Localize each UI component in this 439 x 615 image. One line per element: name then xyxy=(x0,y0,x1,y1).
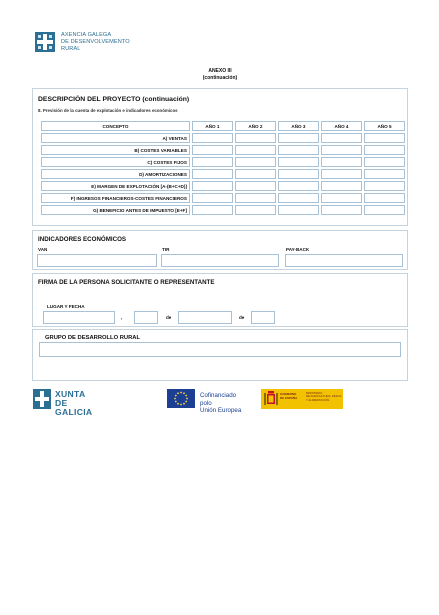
table-input-cell[interactable] xyxy=(192,145,233,155)
table-header-row xyxy=(41,121,405,131)
table-input-cell[interactable] xyxy=(278,169,319,179)
table-input-cell[interactable] xyxy=(321,193,362,203)
table-row xyxy=(41,133,405,143)
project-title: DESCRIPCIÓN DEL PROYECTO (continuación) xyxy=(38,96,190,103)
header-year-2: AÑO 2 xyxy=(235,121,276,131)
indicators-panel xyxy=(32,230,408,270)
header-concept: CONCEPTO xyxy=(41,121,190,131)
de-label-1: de xyxy=(166,315,172,320)
agency-name-line: RURAL xyxy=(61,45,81,52)
table-input-cell[interactable] xyxy=(364,181,405,191)
project-subtitle: 8. Previsión de la cuenta de explotación e indicadores económicos xyxy=(38,108,178,113)
table-input-cell[interactable] xyxy=(321,145,362,155)
header-year-4: AÑO 4 xyxy=(321,121,362,131)
row-label: B) COSTES VARIABLES xyxy=(41,145,190,155)
agency-name-line: DE DESENVOLVEMENTO xyxy=(61,38,130,45)
table-input-cell[interactable] xyxy=(321,157,362,167)
xunta-text: DE GALICIA xyxy=(55,398,93,417)
table-input-cell[interactable] xyxy=(278,133,319,143)
table-input-cell[interactable] xyxy=(235,181,276,191)
row-label: G) BENEFICIO ANTES DE IMPUESTO [E+F] xyxy=(41,205,190,215)
table-input-cell[interactable] xyxy=(364,157,405,167)
place-date-label: LUGAR Y FECHA xyxy=(47,304,85,309)
payback-label: PAY-BACK xyxy=(286,247,310,252)
de-label-2: de xyxy=(239,315,245,320)
economic-forecast-table xyxy=(39,119,407,217)
ministry-dept-text: Y ALIMENTACIÓN xyxy=(306,397,330,402)
table-input-cell[interactable] xyxy=(321,169,362,179)
row-label: E) MARGEN DE EXPLOTACIÓN [A-(B+C+D)] xyxy=(41,181,190,191)
table-input-cell[interactable] xyxy=(364,193,405,203)
table-input-cell[interactable] xyxy=(235,157,276,167)
agency-name-line: AXENCIA GALEGA xyxy=(61,32,112,38)
eu-text: Cofinanciado polo xyxy=(200,392,237,407)
annex-heading xyxy=(170,68,270,81)
annex-title: ANEXO III xyxy=(208,68,232,74)
table-row xyxy=(41,181,405,191)
spain-coat-of-arms-icon xyxy=(264,391,278,407)
table-input-cell[interactable] xyxy=(192,193,233,203)
signature-title: FIRMA DE LA PERSONA SOLICITANTE O REPRESENTANTE xyxy=(38,279,215,286)
table-input-cell[interactable] xyxy=(192,205,233,215)
ministry-dept-text: DE AGRICULTURA, PESCA xyxy=(306,394,342,399)
table-input-cell[interactable] xyxy=(192,157,233,167)
table-input-cell[interactable] xyxy=(235,193,276,203)
rural-group-title: GRUPO DE DESARROLLO RURAL xyxy=(45,335,141,341)
comma-separator: , xyxy=(121,315,123,320)
table-input-cell[interactable] xyxy=(278,205,319,215)
xunta-cross-icon xyxy=(33,389,51,409)
month-input[interactable] xyxy=(178,311,232,324)
table-input-cell[interactable] xyxy=(278,145,319,155)
signature-panel xyxy=(32,273,408,327)
header-year-1: AÑO 1 xyxy=(192,121,233,131)
payback-input[interactable] xyxy=(285,254,403,267)
table-input-cell[interactable] xyxy=(364,133,405,143)
table-input-cell[interactable] xyxy=(364,145,405,155)
table-input-cell[interactable] xyxy=(192,169,233,179)
agency-name xyxy=(61,32,130,52)
day-input[interactable] xyxy=(134,311,158,324)
row-label: F) INGRESOS FINANCIEROS-COSTES FINANCIEROS xyxy=(41,193,190,203)
table-input-cell[interactable] xyxy=(278,157,319,167)
tir-label: TIR xyxy=(162,247,170,252)
annex-subtitle: (continuación) xyxy=(202,74,238,81)
header-year-3: AÑO 3 xyxy=(278,121,319,131)
cross-logo-icon xyxy=(35,32,55,52)
table-input-cell[interactable] xyxy=(235,169,276,179)
row-label: D) AMORTIZACIONES xyxy=(41,169,190,179)
table-input-cell[interactable] xyxy=(321,181,362,191)
table-row xyxy=(41,205,405,215)
year-input[interactable] xyxy=(251,311,275,324)
row-label: A) VENTAS xyxy=(41,133,190,143)
ministry-dept-text: MINISTERIO xyxy=(306,391,323,395)
van-input[interactable] xyxy=(37,254,157,267)
eu-text: Unión Europea xyxy=(200,407,242,414)
table-input-cell[interactable] xyxy=(278,181,319,191)
eu-flag-icon xyxy=(167,389,195,408)
table-input-cell[interactable] xyxy=(235,205,276,215)
ministry-text: GOBIERNO xyxy=(280,392,297,396)
ministry-logo xyxy=(261,389,343,409)
xunta-logo xyxy=(33,389,103,417)
place-input[interactable] xyxy=(43,311,115,324)
project-panel xyxy=(32,88,408,226)
table-input-cell[interactable] xyxy=(235,133,276,143)
table-row xyxy=(41,169,405,179)
xunta-text: XUNTA xyxy=(55,389,86,399)
table-input-cell[interactable] xyxy=(364,169,405,179)
tir-input[interactable] xyxy=(161,254,279,267)
table-input-cell[interactable] xyxy=(364,205,405,215)
van-label: VAN xyxy=(38,247,48,252)
indicators-title: INDICADORES ECONÓMICOS xyxy=(38,236,127,243)
table-row xyxy=(41,157,405,167)
table-row xyxy=(41,193,405,203)
ministry-text: DE ESPAÑA xyxy=(280,395,298,400)
table-input-cell[interactable] xyxy=(192,133,233,143)
agency-logo xyxy=(35,32,55,52)
rural-group-input[interactable] xyxy=(39,342,401,357)
row-label: C) COSTES FIJOS xyxy=(41,157,190,167)
table-input-cell[interactable] xyxy=(235,145,276,155)
table-row xyxy=(41,145,405,155)
table-input-cell[interactable] xyxy=(278,193,319,203)
rural-group-panel xyxy=(32,329,408,381)
table-input-cell[interactable] xyxy=(321,205,362,215)
table-input-cell[interactable] xyxy=(321,133,362,143)
eu-logo xyxy=(167,389,249,414)
table-input-cell[interactable] xyxy=(192,181,233,191)
header-year-5: AÑO 5 xyxy=(364,121,405,131)
